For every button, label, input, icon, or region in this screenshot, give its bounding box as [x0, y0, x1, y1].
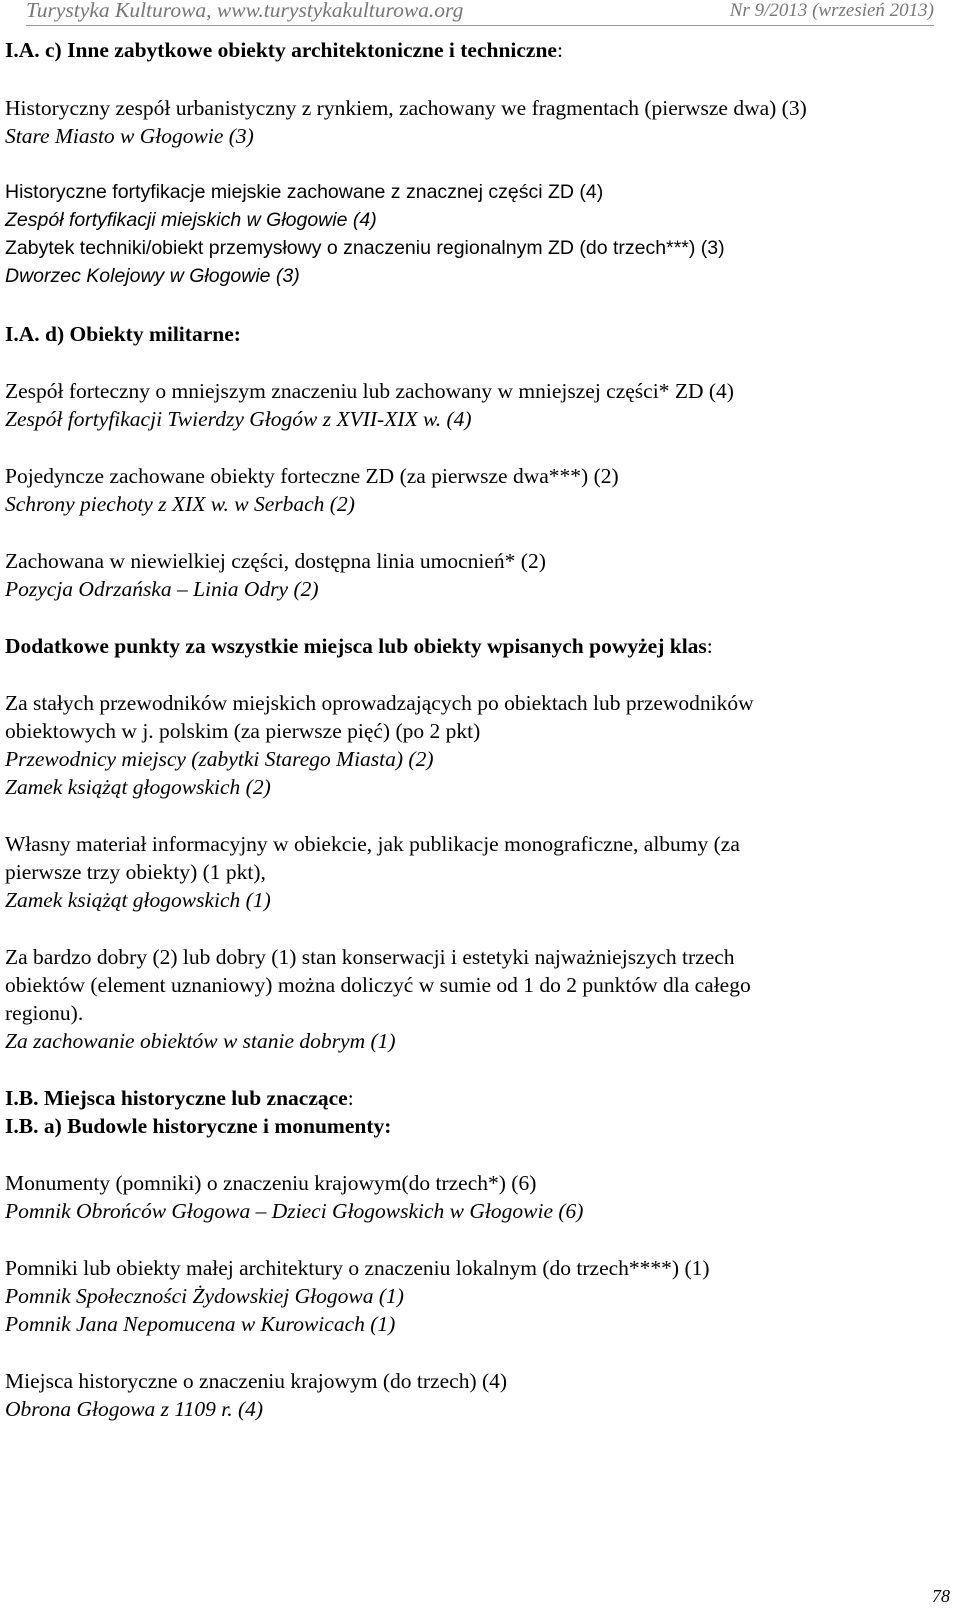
example-text: Przewodnicy miejscy (zabytki Starego Miasta) (2) [5, 747, 434, 771]
example-text: Zamek książąt głogowskich (2) [5, 775, 271, 799]
section-heading: I.B. Miejsca historyczne lub znaczące: [5, 1086, 354, 1110]
example-text: Pomnik Jana Nepomucena w Kurowicach (1) [5, 1312, 396, 1336]
section-heading: I.A. d) Obiekty militarne: [5, 322, 241, 346]
criterion-text: Historyczny zespół urbanistyczny z rynkiem, zachowany we fragmentach (pierwsze dwa) (3) [5, 96, 807, 120]
criterion-text: Zabytek techniki/obiekt przemysłowy o znaczeniu regionalnym ZD (do trzech***) (3) [5, 237, 725, 259]
issue-number: Nr 9/2013 (wrzesień 2013) [729, 0, 934, 21]
criterion-text: obiektów (element uznaniowy) można doliczyć w sumie od 1 do 2 punktów dla całego [5, 973, 751, 997]
criterion-text: Historyczne fortyfikacje miejskie zachowane z znacznej części ZD (4) [5, 181, 604, 203]
criterion-text: Miejsca historyczne o znaczeniu krajowym (do trzech) (4) [5, 1369, 508, 1393]
criterion-text: Zachowana w niewielkiej części, dostępna linia umocnień* (2) [5, 549, 546, 573]
example-text: Obrona Głogowa z 1109 r. (4) [5, 1397, 264, 1421]
criterion-text: Pojedyncze zachowane obiekty forteczne ZD (za pierwsze dwa***) (2) [5, 464, 619, 488]
criterion-text: pierwsze trzy obiekty) (1 pkt), [5, 860, 266, 884]
example-text: Zespół fortyfikacji miejskich w Głogowie (4) [5, 209, 377, 231]
example-text: Za zachowanie obiektów w stanie dobrym (1) [5, 1029, 396, 1053]
example-text: Pomnik Społeczności Żydowskiej Głogowa (1) [5, 1284, 404, 1308]
section-heading: I.B. a) Budowle historyczne i monumenty: [5, 1114, 392, 1138]
journal-title: Turystyka Kulturowa, www.turystykakulturowa.org [26, 0, 464, 22]
example-text: Pomnik Obrońców Głogowa – Dzieci Głogowskich w Głogowie (6) [5, 1199, 584, 1223]
section-heading: Dodatkowe punkty za wszystkie miejsca lub obiekty wpisanych powyżej klas: [5, 634, 713, 658]
example-text: Dworzec Kolejowy w Głogowie (3) [5, 265, 300, 287]
section-heading: I.A. c) Inne zabytkowe obiekty architektoniczne i techniczne: [5, 38, 563, 62]
criterion-text: Za stałych przewodników miejskich oprowadzających po obiektach lub przewodników [5, 691, 754, 715]
criterion-text: Zespół forteczny o mniejszym znaczeniu lub zachowany w mniejszej części* ZD (4) [5, 379, 734, 403]
criterion-text: Monumenty (pomniki) o znaczeniu krajowym(do trzech*) (6) [5, 1171, 537, 1195]
example-text: Zamek książąt głogowskich (1) [5, 888, 271, 912]
criterion-text: obiektowych w j. polskim (za pierwsze pięć) (po 2 pkt) [5, 719, 481, 743]
page-number: 78 [932, 1586, 950, 1606]
criterion-text: Za bardzo dobry (2) lub dobry (1) stan konserwacji i estetyki najważniejszych trzech [5, 945, 735, 969]
criterion-text: Pomniki lub obiekty małej architektury o znaczeniu lokalnym (do trzech****) (1) [5, 1256, 710, 1280]
criterion-text: regionu). [5, 1001, 84, 1025]
example-text: Stare Miasto w Głogowie (3) [5, 124, 254, 148]
example-text: Pozycja Odrzańska – Linia Odry (2) [5, 577, 319, 601]
page-header [26, 0, 934, 26]
example-text: Schrony piechoty z XIX w. w Serbach (2) [5, 492, 355, 516]
criterion-text: Własny materiał informacyjny w obiekcie, jak publikacje monograficzne, albumy (za [5, 832, 740, 856]
example-text: Zespół fortyfikacji Twierdzy Głogów z XVII-XIX w. (4) [5, 407, 472, 431]
